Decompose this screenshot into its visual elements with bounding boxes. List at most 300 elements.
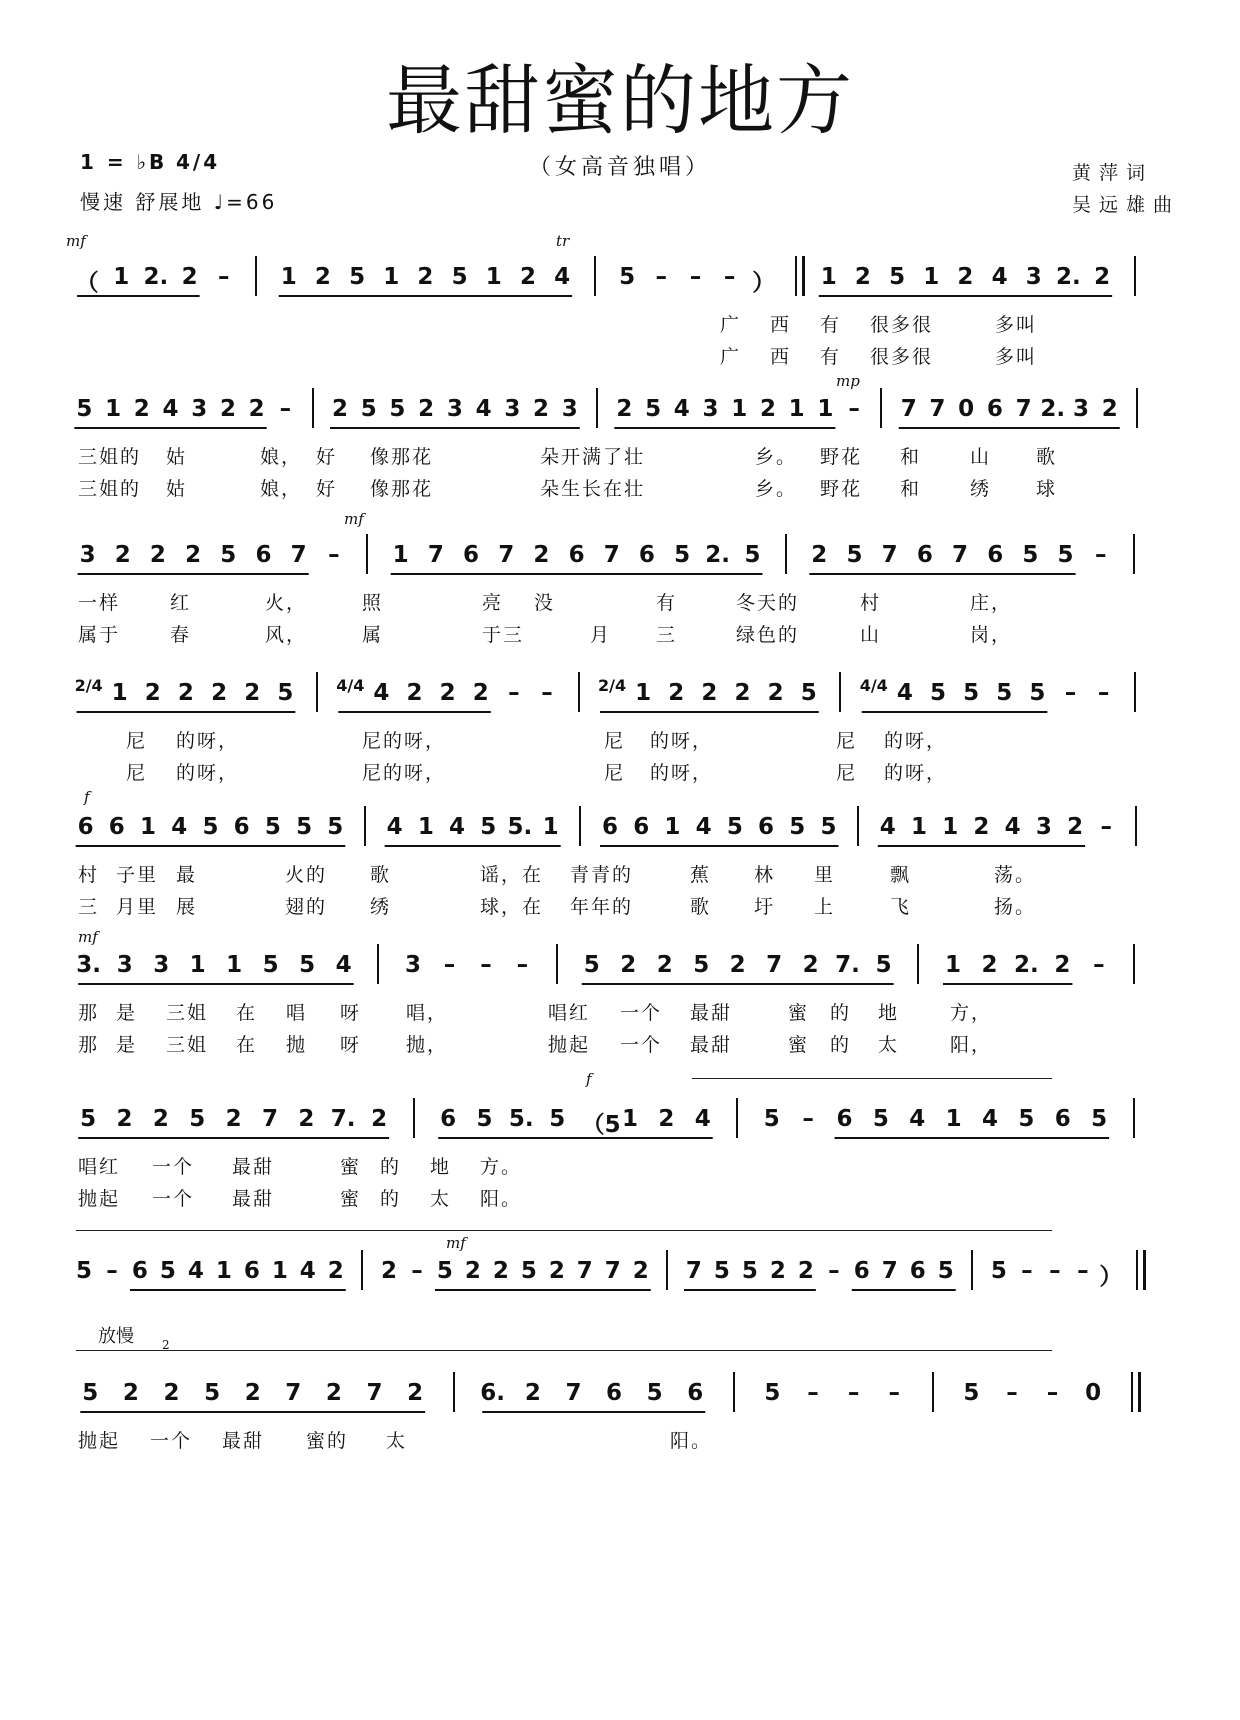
note-0: 6 (77, 814, 94, 840)
note-4: 5 (220, 542, 237, 568)
note-15: 6 (687, 1380, 704, 1406)
note-35: 3 (1073, 396, 1090, 422)
lyric-word: 谣，在 (480, 864, 544, 886)
note-6: 5 (299, 952, 316, 978)
note-24: 1 (945, 1106, 962, 1132)
lyric-word: 尼 (604, 762, 626, 784)
note-3: 1 (189, 952, 206, 978)
lyric-word: 上 (814, 896, 836, 918)
beam-lines (70, 382, 1170, 438)
note-37: ） (1099, 1264, 1123, 1290)
note-3: 5 (159, 1258, 176, 1284)
dynamic-mf-4: mf (446, 1234, 466, 1252)
note-31: 3 (1035, 814, 1052, 840)
lyric-word: 子里 (116, 864, 159, 886)
note-31: 0 (958, 396, 975, 422)
note-18: 2. (705, 542, 731, 568)
note-0: 3. (76, 952, 101, 978)
note-23: – (1006, 1380, 1018, 1406)
lyrics-verse-1 (70, 994, 1170, 1026)
lyric-word: 里 (814, 864, 836, 886)
note-9: 2 (327, 1258, 344, 1284)
note-21: 6 (836, 1106, 853, 1132)
note-12: 5. (508, 1106, 534, 1132)
lyric-word: 最甜 (690, 1034, 733, 1056)
lyric-word: 是 (116, 1002, 138, 1024)
note-9: 2 (331, 396, 348, 422)
note-4: 3 (191, 396, 208, 422)
note-11: 5 (476, 1106, 493, 1132)
lyric-word: 姑 (166, 446, 188, 468)
system-1 (70, 250, 1170, 370)
note-26: 2 (957, 264, 974, 290)
lyric-word: 阳。 (670, 1430, 713, 1452)
note-24: 1 (944, 952, 961, 978)
beam-lines (70, 250, 1170, 306)
lyric-word: 一个 (150, 1430, 193, 1452)
lyric-word: 一样 (78, 592, 121, 614)
lyric-word: 在 (236, 1034, 258, 1056)
note-25: 0 (1085, 1380, 1102, 1406)
note-28: 5 (1057, 542, 1074, 568)
system-8 (70, 1244, 1170, 1364)
note-15: 1 (621, 1106, 638, 1132)
lyric-word: 没 (534, 592, 556, 614)
note-10: 7 (427, 542, 444, 568)
note-10: – (443, 952, 456, 978)
lyric-word: 抛， (406, 1034, 449, 1056)
note-22: 1 (820, 264, 837, 290)
note-24: 2 (759, 396, 776, 422)
lyric-word: 唱红 (78, 1156, 121, 1178)
lyric-word: 球 (1036, 478, 1058, 500)
lyric-word: 方。 (480, 1156, 523, 1178)
lyric-word: 那 (78, 1034, 100, 1056)
note-5: 5 (262, 952, 279, 978)
note-25: 2 (769, 1258, 786, 1284)
note-29: 2. (1055, 264, 1081, 290)
note-4: 2 (211, 680, 228, 706)
ritardando-marking: 放慢 (98, 1326, 134, 1347)
lyric-word: 方， (950, 1002, 993, 1024)
note-28: 5 (996, 680, 1013, 706)
note-13: 5 (549, 1106, 566, 1132)
system-9 (70, 1366, 1170, 1486)
beam-lines (70, 1244, 1170, 1300)
note-0: 5 (76, 396, 93, 422)
system-4 (70, 666, 1170, 786)
notes-row (70, 1244, 1170, 1300)
note-19: 2 (616, 396, 633, 422)
note-16: 2/4 (598, 676, 627, 695)
lyrics-verse-2 (70, 888, 1170, 920)
note-26: 5 (1018, 1106, 1035, 1132)
lyric-word: 三 (656, 624, 678, 646)
note-18: – (807, 1380, 819, 1406)
note-8: 5 (327, 814, 344, 840)
note-20: – (888, 1380, 900, 1406)
note-26: 5 (929, 680, 946, 706)
note-36: – (1077, 1258, 1089, 1284)
note-18: – (689, 264, 702, 290)
bracket-number: 2 (162, 1338, 170, 1352)
lyric-word: 太 (430, 1188, 452, 1210)
note-31: – (1097, 680, 1110, 706)
lyric-word: 阳， (950, 1034, 993, 1056)
note-17: 6 (601, 814, 618, 840)
note-28: 5 (1091, 1106, 1108, 1132)
lyric-word: 红 (170, 592, 192, 614)
note-30: 7 (929, 396, 946, 422)
note-3: 5 (204, 1380, 221, 1406)
note-26: 6 (987, 542, 1004, 568)
note-19: 5 (763, 1106, 780, 1132)
note-6: 5 (264, 814, 281, 840)
note-25: 4 (981, 1106, 998, 1132)
note-9: 3 (404, 952, 421, 978)
note-24: 5 (741, 1258, 758, 1284)
note-5: 2 (244, 680, 261, 706)
lyric-word: 最 (176, 864, 198, 886)
lyric-word: 抛起 (78, 1430, 121, 1452)
note-15: 7 (603, 542, 620, 568)
note-16: 2 (533, 396, 550, 422)
note-17: – (655, 264, 668, 290)
lyrics-verse-2 (70, 754, 1170, 786)
lyric-word: 野花 (820, 478, 863, 500)
note-23: 4 (909, 1106, 926, 1132)
lyric-word: 那 (78, 1002, 100, 1024)
dynamic-mf-3: mf (78, 928, 98, 946)
note-10: 6. (480, 1380, 505, 1406)
notes-row (70, 666, 1170, 722)
lyric-word: 很多很 (870, 314, 934, 336)
lyric-word: 村 (78, 864, 100, 886)
note-20: 2 (802, 952, 819, 978)
note-5: 1 (215, 1258, 232, 1284)
note-11: – (480, 952, 492, 978)
note-26: 2. (1013, 952, 1039, 978)
notes-row (70, 938, 1170, 994)
note-22: 7 (685, 1258, 702, 1284)
lyric-word: 像那花 (370, 478, 434, 500)
notes-row (70, 250, 1170, 306)
lyric-word: 的呀， (176, 730, 240, 752)
note-6: 2 (248, 396, 265, 422)
note-13: 5 (480, 814, 497, 840)
note-15: 3 (504, 396, 521, 422)
note-14: – (541, 680, 553, 706)
note-28: 1 (942, 814, 959, 840)
note-2: 6 (131, 1258, 148, 1284)
lyric-word: 蜜 (788, 1002, 810, 1024)
lyric-word: 风， (265, 624, 308, 646)
note-0: 2/4 (74, 676, 103, 695)
lyric-word: 的 (830, 1002, 852, 1024)
note-13: 2 (519, 264, 536, 290)
note-36: 2 (1101, 396, 1118, 422)
note-22: 5 (963, 1380, 980, 1406)
lyric-word: 青青的 (570, 864, 634, 886)
note-2: 2 (152, 1106, 169, 1132)
note-15: 2 (492, 1258, 509, 1284)
lyric-word: 蜜 (340, 1156, 362, 1178)
note-22: 5 (846, 542, 863, 568)
lyric-word: 姑 (166, 478, 188, 500)
lyrics-verse-2 (70, 1026, 1170, 1058)
note-27: 5 (963, 680, 980, 706)
note-22: 6 (758, 814, 775, 840)
note-32: 2 (1067, 814, 1084, 840)
lyrics-verse-1 (70, 584, 1170, 616)
note-33: – (1100, 814, 1113, 840)
note-20: – (802, 1106, 814, 1132)
note-4: 5 (202, 814, 219, 840)
note-29: 2 (973, 814, 990, 840)
note-1: 3 (116, 952, 133, 978)
note-8: 4 (299, 1258, 316, 1284)
note-5: 6 (255, 542, 272, 568)
lyric-word: 春 (170, 624, 192, 646)
note-16: 6 (638, 542, 655, 568)
lyric-word: 蕉 (690, 864, 712, 886)
lyrics-verse-1 (70, 722, 1170, 754)
note-23: 2 (854, 264, 871, 290)
lyric-word: 的 (380, 1156, 402, 1178)
lyric-word: 最甜 (690, 1002, 733, 1024)
lyric-word: 地 (878, 1002, 900, 1024)
lyric-word: 三姐的 (78, 478, 142, 500)
composer-credit: 吴远雄曲 (1072, 194, 1181, 216)
note-2: 2. (143, 264, 169, 290)
note-33: 7 (1015, 396, 1032, 422)
notes-row (70, 528, 1170, 584)
note-14: 4 (554, 264, 571, 290)
note-25: 4 (896, 680, 913, 706)
note-27: 1 (911, 814, 928, 840)
note-7: 4 (335, 952, 352, 978)
note-7: – (328, 542, 340, 568)
note-14: 6 (568, 542, 585, 568)
note-1: 2 (122, 1380, 139, 1406)
note-17: 5 (674, 542, 691, 568)
note-20: 2 (734, 680, 751, 706)
note-4: 2 (225, 1106, 242, 1132)
lyric-word: 有 (656, 592, 678, 614)
note-12: 2 (472, 680, 489, 706)
lyric-word: 呀 (340, 1034, 362, 1056)
notes-row (70, 1092, 1170, 1148)
note-5: 6 (233, 814, 250, 840)
note-26: 2 (797, 1258, 814, 1284)
song-title: 最甜蜜的地方 (386, 56, 854, 145)
note-20: 2 (632, 1258, 649, 1284)
lyric-word: 很多很 (870, 346, 934, 368)
note-31: 5 (937, 1258, 954, 1284)
note-1: – (106, 1258, 118, 1284)
lyric-word: 扬。 (994, 896, 1037, 918)
lyric-word: 抛起 (78, 1188, 121, 1210)
lyric-word: 阳。 (480, 1188, 523, 1210)
note-26: 4 (879, 814, 896, 840)
note-10: 4 (386, 814, 403, 840)
beam-lines (70, 528, 1170, 584)
note-18: 2 (668, 680, 685, 706)
note-24: 5 (889, 264, 906, 290)
note-1: 2 (114, 542, 131, 568)
lyrics-verse-2 (70, 1180, 1170, 1212)
lyric-word: 和 (900, 446, 922, 468)
note-6: 2 (325, 1380, 342, 1406)
note-23: 5 (713, 1258, 730, 1284)
note-24: 4/4 (859, 676, 888, 695)
note-8: 2 (407, 1380, 424, 1406)
note-6: 6 (243, 1258, 260, 1284)
lyric-word: 西 (770, 346, 792, 368)
lyrics-verse-2 (70, 338, 1170, 370)
lyric-word: 是 (116, 1034, 138, 1056)
note-30: – (1064, 680, 1077, 706)
note-13: 6 (606, 1380, 623, 1406)
lyric-word: 亮 (482, 592, 504, 614)
dynamic-mf-1: mf (66, 232, 86, 250)
lyric-word: 三姐 (166, 1002, 209, 1024)
lyric-word: 庄， (970, 592, 1013, 614)
note-12: 7 (498, 542, 515, 568)
note-5: 2 (219, 396, 236, 422)
lyrics-verse-1 (70, 1300, 1170, 1332)
lyrics-verse-1 (70, 1148, 1170, 1180)
note-0: （ (75, 270, 99, 296)
lyric-word: 飘 (890, 864, 912, 886)
lyric-word: 蜜 (340, 1188, 362, 1210)
note-12: – (411, 1258, 423, 1284)
note-22: 3 (702, 396, 719, 422)
note-1: 1 (113, 264, 130, 290)
note-6: 5 (277, 680, 294, 706)
lyric-word: 尼 (836, 730, 858, 752)
lyric-word: 绣 (370, 896, 392, 918)
lyric-word: 年年的 (570, 896, 634, 918)
note-21: 5 (726, 814, 743, 840)
lyric-word: 最甜 (232, 1188, 275, 1210)
lyric-word: 尼 (126, 762, 148, 784)
note-19: 7 (604, 1258, 621, 1284)
note-9: 1 (383, 264, 400, 290)
lyric-word: 太 (878, 1034, 900, 1056)
lyric-word: 的呀， (884, 762, 948, 784)
note-19: – (847, 1380, 860, 1406)
note-11: 6 (463, 542, 480, 568)
note-7: 2 (314, 264, 331, 290)
lyric-word: 蜜 (788, 1034, 810, 1056)
lyric-word: 蜜的 (306, 1430, 349, 1452)
system-5 (70, 800, 1170, 920)
lyric-word: 尼的呀， (362, 730, 447, 752)
note-0: 5 (80, 1106, 97, 1132)
note-20: 5 (645, 396, 662, 422)
lyric-word: 太 (386, 1430, 408, 1452)
lyric-word: 唱， (406, 1002, 449, 1024)
lyric-word: 有 (820, 346, 842, 368)
lyric-word: 多叫 (995, 314, 1038, 336)
note-19: 7 (766, 952, 783, 978)
lyric-word: 娘， (260, 446, 303, 468)
lyric-word: 唱 (286, 1002, 308, 1024)
note-22: 5 (872, 1106, 889, 1132)
note-7: 5 (296, 814, 313, 840)
time-signature: 4/4 (176, 150, 221, 174)
lyric-word: 广 (720, 346, 742, 368)
key-signature: 1 = ♭B (80, 150, 168, 174)
note-28: – (1093, 952, 1105, 978)
note-7: – (279, 396, 292, 422)
note-10: 2 (417, 264, 434, 290)
note-17: 5 (693, 952, 710, 978)
lyric-word: 好 (316, 446, 338, 468)
note-29: 7 (881, 1258, 898, 1284)
lyrics-verse-1 (70, 1422, 1170, 1454)
note-21: 7. (835, 952, 860, 978)
note-15: 1 (542, 814, 559, 840)
notes-row (70, 1366, 1170, 1422)
note-19: 5 (744, 542, 761, 568)
lyric-word: 翅的 (285, 896, 328, 918)
note-28: 3 (1025, 264, 1042, 290)
lyrics-verse-2 (70, 1454, 1170, 1486)
beam-lines (70, 666, 1170, 722)
note-17: 4 (694, 1106, 711, 1132)
lyric-word: 火， (265, 592, 308, 614)
lyric-word: 荡。 (994, 864, 1037, 886)
lyric-word: 的呀， (884, 730, 948, 752)
lyric-word: 三姐 (166, 1034, 209, 1056)
note-15: 2 (620, 952, 637, 978)
lyric-word: 的呀， (650, 762, 714, 784)
note-9: 4 (373, 680, 390, 706)
volta-bracket-2 (76, 1222, 1052, 1244)
lyric-word: 火的 (285, 864, 328, 886)
note-30: 6 (909, 1258, 926, 1284)
note-32: 6 (986, 396, 1003, 422)
note-13: 5 (436, 1258, 453, 1284)
lyric-word: 像那花 (370, 446, 434, 468)
notes-row (70, 382, 1170, 438)
note-11: 5 (389, 396, 406, 422)
note-18: 6 (633, 814, 650, 840)
lyric-word: 圩 (754, 896, 776, 918)
note-1: 2 (116, 1106, 133, 1132)
lyric-word: 山 (970, 446, 992, 468)
note-30: 4 (1004, 814, 1021, 840)
lyrics-verse-2 (70, 616, 1170, 648)
note-29: – (1094, 542, 1107, 568)
lyric-word: 岗， (970, 624, 1013, 646)
system-3 (70, 528, 1170, 648)
lyric-word: 好 (316, 478, 338, 500)
note-21: 2 (811, 542, 828, 568)
lyric-word: 西 (770, 314, 792, 336)
lyric-word: 月里 (116, 896, 159, 918)
lyrics-verse-1 (70, 438, 1170, 470)
beam-lines (70, 1366, 1170, 1422)
note-22: 5 (800, 680, 817, 706)
lyrics-verse-1 (70, 856, 1170, 888)
dynamic-f-1: f (84, 788, 90, 806)
lyric-word: 尼的呀， (362, 762, 447, 784)
note-25: 7 (952, 542, 969, 568)
lyric-word: 和 (900, 478, 922, 500)
